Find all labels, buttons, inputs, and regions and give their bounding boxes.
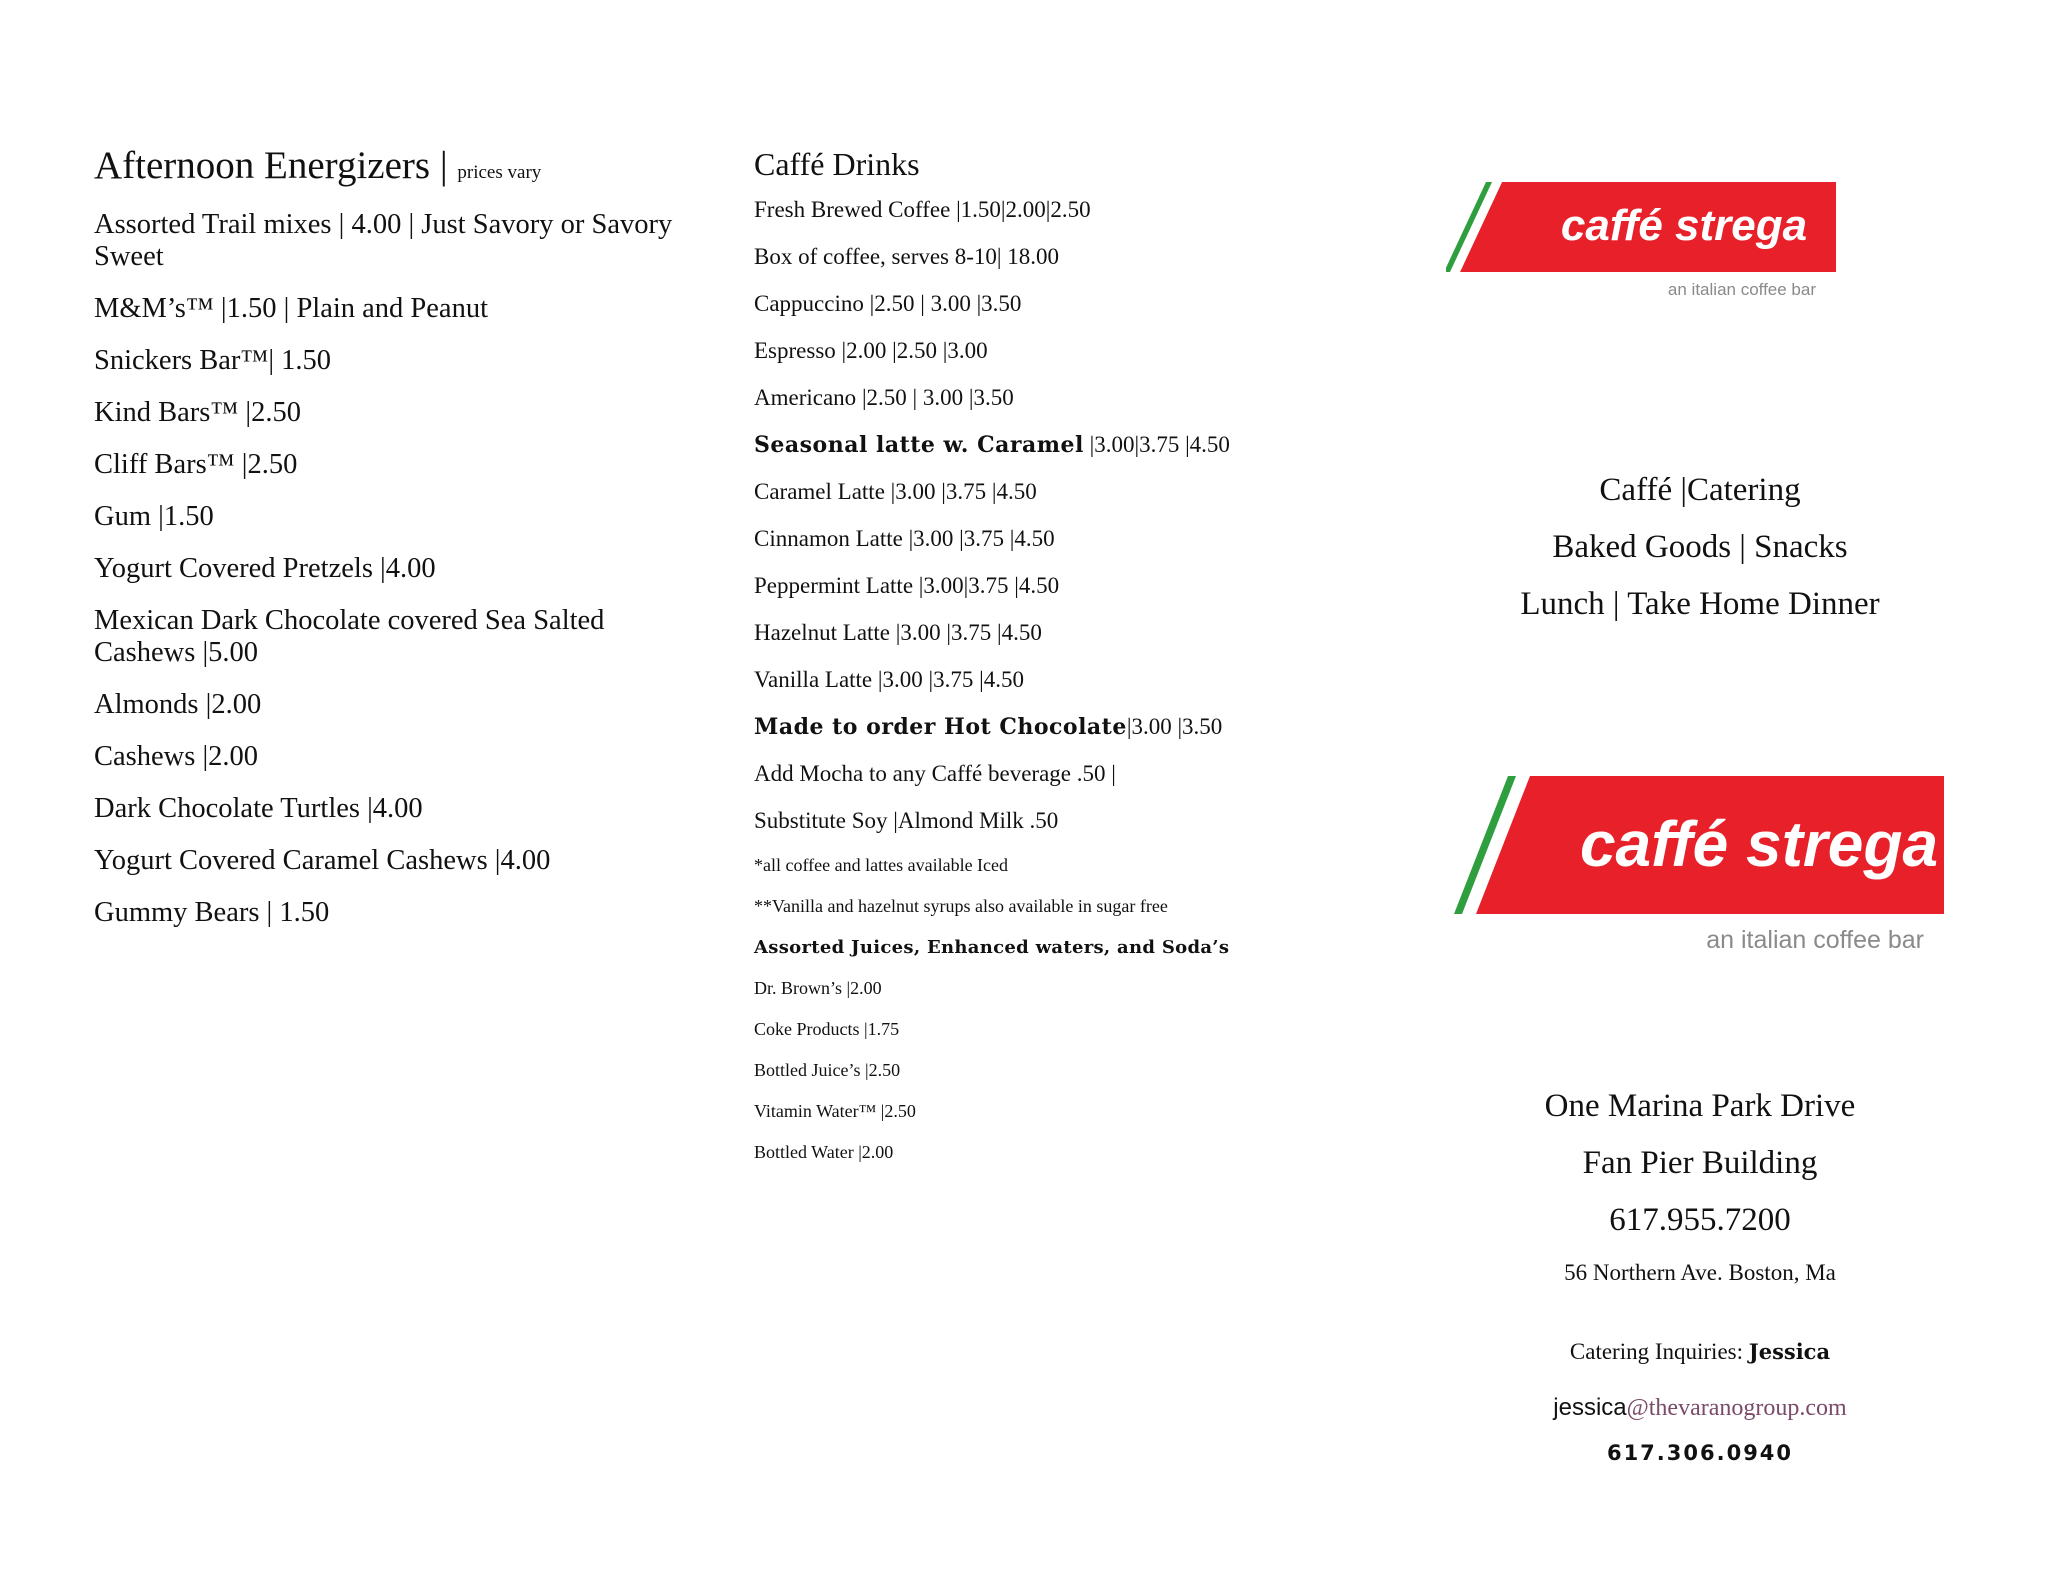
drinks-heading: Caffé Drinks [754, 146, 920, 182]
drink-item [754, 384, 1374, 412]
drink-price: |3.00 |3.75 |4.50 [884, 479, 1037, 504]
drink-item [754, 478, 1374, 506]
snack-item: Yogurt Covered Pretzels |4.00 [94, 553, 436, 584]
drink-price: |2.50 | 3.00 |3.50 [856, 385, 1014, 410]
snack-item: M&M’s™ |1.50 | Plain and Peanut [94, 293, 489, 324]
drink-name: Hazelnut Latte [754, 620, 891, 645]
drink-price: |3.00 |3.75 |4.50 [872, 667, 1024, 692]
drink-name: Espresso [754, 338, 836, 363]
drink-name: Add Mocha to any Caffé beverage .50 | [754, 761, 1116, 786]
drink-price: |3.00 |3.75 |4.50 [890, 620, 1042, 645]
address-line1: One Marina Park Drive [1544, 1088, 1856, 1124]
drink-item [754, 431, 1374, 459]
beverage-item: Bottled Water |2.00 [754, 1142, 894, 1162]
snacks-heading-note: prices vary [457, 162, 542, 183]
beverage-item: Bottled Juice’s |2.50 [754, 1060, 901, 1080]
drink-name: Box of coffee, serves 8-10 [754, 244, 997, 269]
services-line: Lunch | Take Home Dinner [1520, 586, 1880, 622]
beverage-item: Dr. Brown’s |2.00 [754, 978, 882, 998]
services-list [1440, 462, 1960, 633]
drink-item [754, 196, 1374, 224]
contact-block [1440, 1078, 1960, 1465]
catering-email[interactable] [1440, 1393, 1960, 1423]
address-line2: Fan Pier Building [1582, 1145, 1818, 1181]
drink-note: **Vanilla and hazelnut syrups also available in sugar free [754, 896, 1168, 916]
email-domain: @thevaranogroup.com [1626, 1395, 1847, 1421]
logo-tagline: an italian coffee bar [1667, 280, 1816, 299]
drink-price: |3.00 |3.75 |4.50 [902, 526, 1055, 551]
snack-item: Gummy Bears | 1.50 [94, 897, 330, 928]
logo-brand-text: caffé strega [1560, 201, 1808, 250]
catering-label: Catering Inquiries: [1569, 1339, 1744, 1364]
snack-item: Snickers Bar™| 1.50 [94, 345, 332, 376]
beverage-heading: Assorted Juices, Enhanced waters, and Soda’s [754, 937, 1230, 958]
beverage-item: Vitamin Water™ |2.50 [754, 1101, 916, 1121]
drink-name: Vanilla Latte [754, 667, 873, 692]
drink-name: Caramel Latte [754, 479, 885, 504]
logo-tagline: an italian coffee bar [1706, 926, 1924, 954]
drink-item [754, 243, 1374, 271]
drink-name: Made to order Hot Chocolate [754, 714, 1127, 740]
beverage-item: Coke Products |1.75 [754, 1019, 900, 1039]
drink-name: Americano [754, 385, 857, 410]
snack-item: Mexican Dark Chocolate covered Sea Salted Cashews |5.00 [94, 605, 605, 668]
drink-price: | 18.00 [996, 244, 1060, 269]
snack-item: Cashews |2.00 [94, 741, 259, 772]
drink-item [754, 760, 1374, 788]
snacks-heading [94, 140, 694, 199]
drink-item [754, 572, 1374, 600]
drink-name: Seasonal latte w. Caramel [754, 432, 1084, 458]
drink-item [754, 290, 1374, 318]
drink-price: |3.00|3.75 |4.50 [913, 573, 1060, 598]
catering-phone: 617.306.0940 [1606, 1441, 1794, 1465]
snack-item: Cliff Bars™ |2.50 [94, 449, 298, 480]
snacks-section [94, 140, 694, 949]
snack-item: Gum |1.50 [94, 501, 214, 532]
drink-name: Fresh Brewed Coffee [754, 197, 951, 222]
logo-banner [1454, 776, 1944, 914]
snack-item: Kind Bars™ |2.50 [94, 397, 302, 428]
drink-item [754, 525, 1374, 553]
drink-price: |2.00 |2.50 |3.00 [835, 338, 988, 363]
drink-item [754, 619, 1374, 647]
brand-logo-top [1446, 182, 1846, 300]
drink-price: |2.50 | 3.00 |3.50 [863, 291, 1022, 316]
drink-note: *all coffee and lattes available Iced [754, 855, 1009, 875]
brand-logo-bottom [1454, 776, 1954, 955]
drink-item [754, 337, 1374, 365]
catering-contact-name: Jessica [1748, 1339, 1831, 1364]
drink-name: Cappuccino [754, 291, 864, 316]
drink-item [754, 807, 1374, 835]
drink-item [754, 713, 1374, 741]
snacks-heading-separator: | [430, 144, 458, 187]
snack-item: Dark Chocolate Turtles |4.00 [94, 793, 423, 824]
catering-inquiries [1440, 1337, 1960, 1367]
services-line: Baked Goods | Snacks [1552, 529, 1848, 565]
drink-price: |3.00 |3.50 [1126, 714, 1223, 739]
drink-name: Peppermint Latte [754, 573, 914, 598]
drink-price: |3.00|3.75 |4.50 [1083, 432, 1230, 457]
street-address: 56 Northern Ave. Boston, Ma [1564, 1260, 1836, 1285]
snack-item: Assorted Trail mixes | 4.00 | Just Savory or Savory Sweet [94, 209, 673, 272]
logo-brand-text: caffé strega [1579, 808, 1939, 880]
drinks-section [754, 140, 1374, 1182]
drink-name: Cinnamon Latte [754, 526, 903, 551]
snack-item: Almonds |2.00 [94, 689, 262, 720]
email-user: jessica [1553, 1394, 1627, 1421]
snacks-heading-text: Afternoon Energizers [94, 144, 431, 187]
services-line: Caffé |Catering [1599, 472, 1801, 508]
drink-item [754, 666, 1374, 694]
drink-name: Substitute Soy |Almond Milk .50 [754, 808, 1059, 833]
logo-banner [1446, 182, 1836, 274]
main-phone: 617.955.7200 [1609, 1202, 1791, 1238]
snack-item: Yogurt Covered Caramel Cashews |4.00 [94, 845, 551, 876]
drink-price: |1.50|2.00|2.50 [950, 197, 1091, 222]
